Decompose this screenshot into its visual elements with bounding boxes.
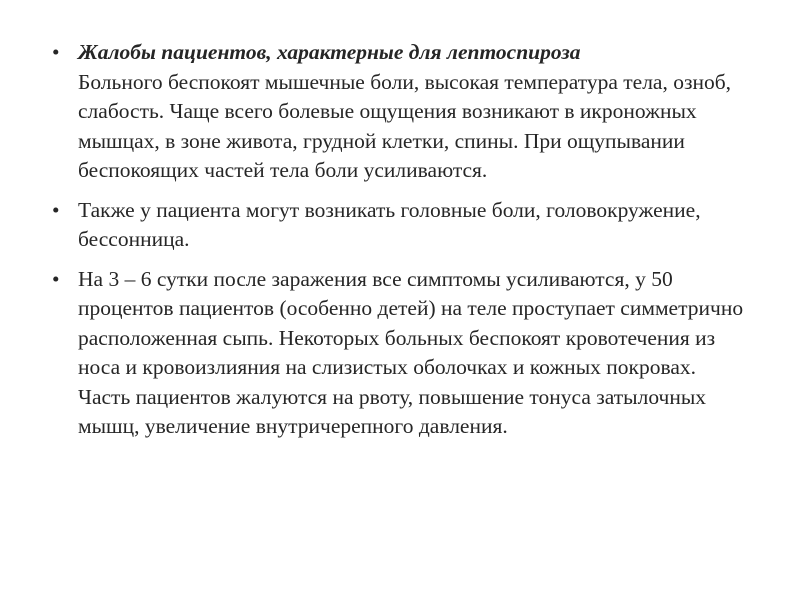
bullet-text: На 3 – 6 сутки после заражения все симптомы усиливаются, у 50 процентов пациентов (особенно детей) на теле проступает симметрично расположенная сыпь. Некоторых больных беспокоят кровотечения из носа и кровоизлияния на слизистых оболочках и кожных покровах. Часть пациентов жалуются на рвоту, повышение тонуса затылочных мышц, увеличение внутричерепного давления. [78, 266, 744, 438]
bullet-marker: • [52, 197, 60, 222]
bullet-marker: • [52, 40, 60, 64]
bullet-item-headache [52, 196, 752, 255]
bullet-text: Также у пациента могут возникать головные боли, головокружение, бессонница. [78, 197, 701, 251]
bullet-list [52, 38, 752, 452]
bullet-text: Больного беспокоят мышечные боли, высокая температура тела, озноб, слабость. Чаще всего болевые ощущения возникают в икроножных мышцах, в зоне живота, грудной клетки, спины. При ощупывании беспокоящих частей тела боли усиливаются. [78, 69, 732, 182]
bullet-marker: • [52, 266, 60, 291]
bullet-item-rash [52, 265, 752, 442]
bullet-heading: Жалобы пациентов, характерные для лептоспироза [78, 40, 581, 64]
bullet-item-complaints [52, 38, 752, 186]
